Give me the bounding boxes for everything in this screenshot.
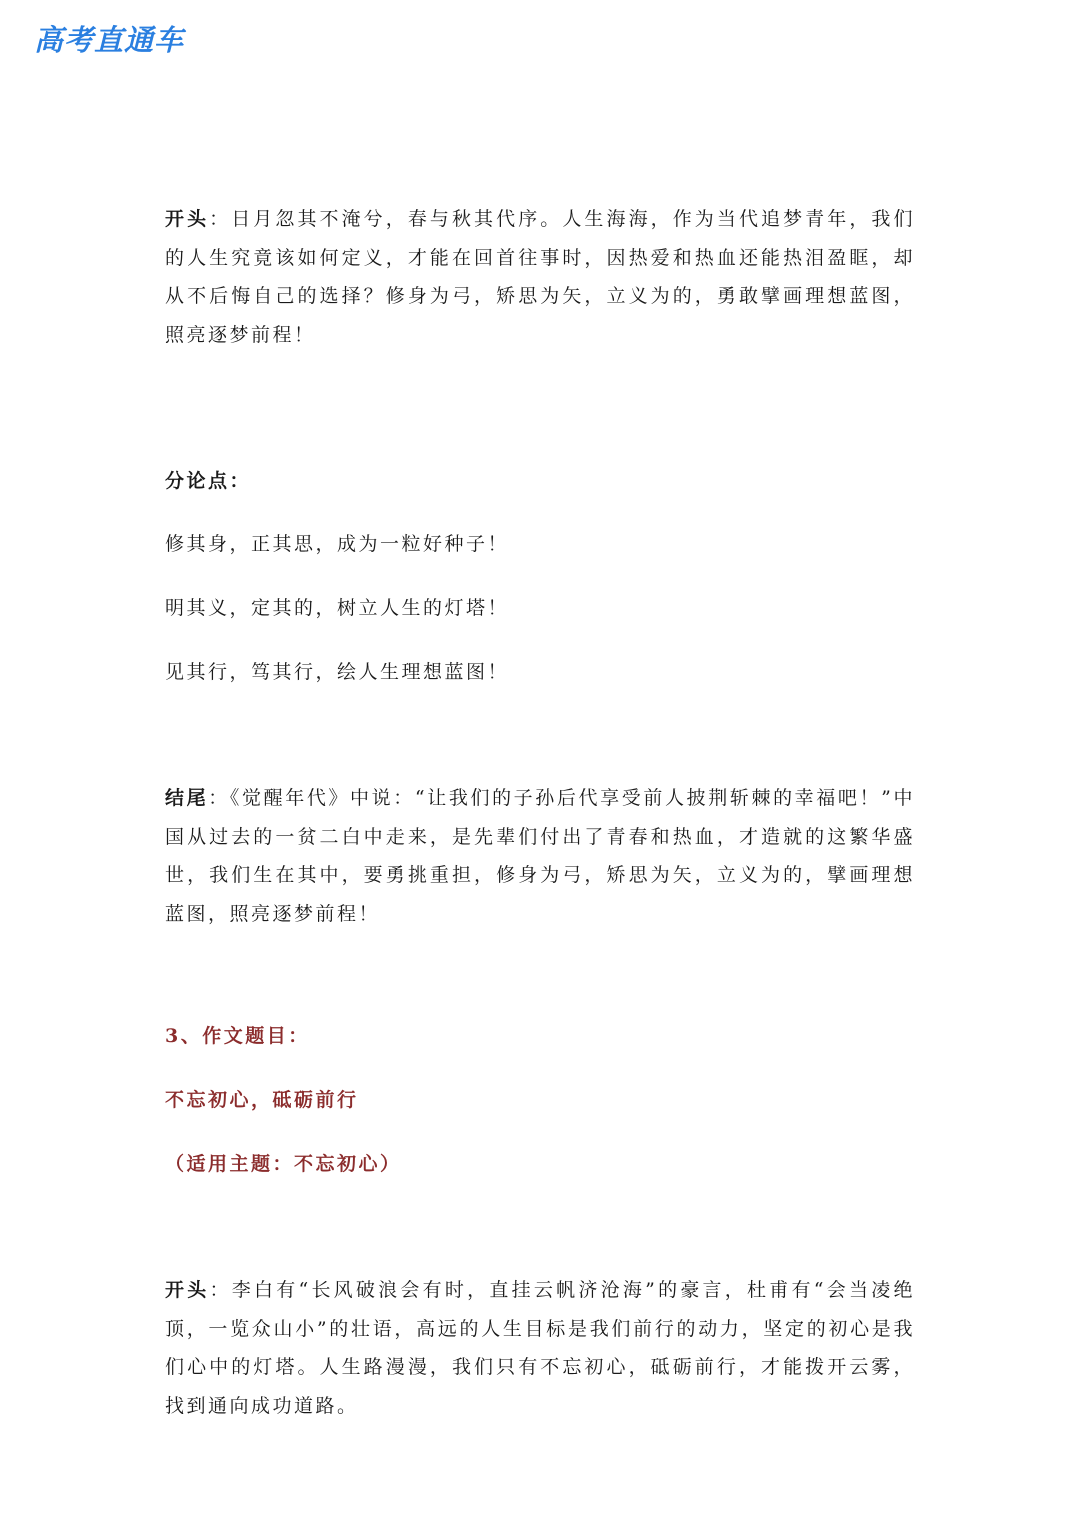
opening-text: ：李白有“长风破浪会有时，直挂云帆济沧海”的豪言，杜甫有“会当凌绝顶，一览众山小”的壮语，高远的人生目标是我们前行的动力，坚定的初心是我们心中的灯塔。人生路漫漫，我们只有不忘初心，砥砺前行，才能拨开云雾，找到通向成功道路。 xyxy=(165,1279,915,1417)
topic-heading: 3、作文题目： xyxy=(165,1025,310,1047)
subpoints-heading: 分论点： xyxy=(165,470,252,492)
site-logo: 高考直通车 xyxy=(34,23,185,57)
opening-paragraph-1 xyxy=(165,200,915,354)
ending-paragraph xyxy=(165,779,915,933)
opening-label: 开头 xyxy=(165,1279,210,1301)
topic-theme: （适用主题：不忘初心） xyxy=(165,1153,402,1175)
article-body xyxy=(165,200,915,1425)
opening-text: ：日月忽其不淹兮，春与秋其代序。人生海海，作为当代追梦青年，我们的人生究竟该如何定义，才能在回首往事时，因热爱和热血还能热泪盈眶，却从不后悔自己的选择？修身为弓，矫思为矢，立义为的，勇敢擘画理想蓝图，照亮逐梦前程！ xyxy=(165,208,915,346)
ending-label: 结尾 xyxy=(165,787,209,809)
ending-text: ：《觉醒年代》中说：“让我们的子孙后代享受前人披荆斩棘的幸福吧！”中国从过去的一贫二白中走来，是先辈们付出了青春和热血，才造就的这繁华盛世，我们生在其中，要勇挑重担，修身为弓，矫思为矢，立义为的，擘画理想蓝图，照亮逐梦前程！ xyxy=(165,787,915,925)
opening-paragraph-3 xyxy=(165,1271,915,1425)
opening-label: 开头 xyxy=(165,208,210,230)
subpoint-item: 修其身，正其思，成为一粒好种子！ xyxy=(165,533,510,555)
topic-title: 不忘初心，砥砺前行 xyxy=(165,1089,359,1111)
subpoint-item: 见其行，笃其行，绘人生理想蓝图！ xyxy=(165,661,510,683)
subpoint-item: 明其义，定其的，树立人生的灯塔！ xyxy=(165,597,510,619)
